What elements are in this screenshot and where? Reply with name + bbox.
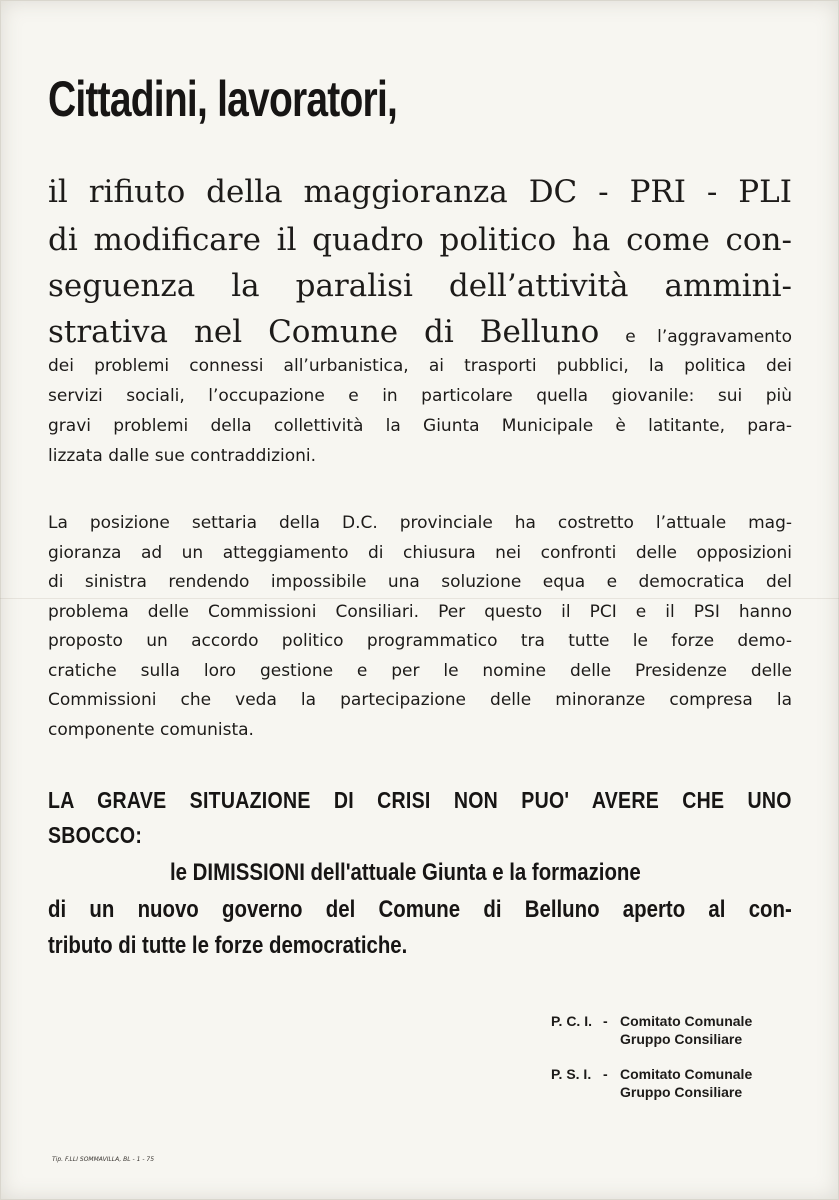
headline: Cittadini, lavoratori, (48, 71, 398, 127)
paragraph2-line: Commissioni che veda la partecipazione delle minoranze compresa la (48, 690, 792, 710)
paragraph1-line: gravi problemi della collettività la Giunta Municipale è latitante, para- (48, 416, 792, 436)
paragraph2-line: gioranza ad un atteggiamento di chiusura nei confronti delle opposizioni (48, 543, 792, 563)
signature-line: Comitato Comunale (620, 1013, 753, 1029)
crisis-line: LA GRAVE SITUAZIONE DI CRISI NON PUO' AVERE CHE UNO (48, 787, 792, 813)
paragraph2-line: di sinistra rendendo impossibile una soluzione equa e democratica del (48, 572, 792, 592)
signature-line: Gruppo Consiliare (620, 1031, 743, 1047)
conclusion-line: le DIMISSIONI dell'attuale Giunta e la formazione (170, 859, 641, 886)
paragraph2-line: La posizione settaria della D.C. provinciale ha costretto l’attuale mag- (48, 513, 792, 533)
printer-credit: Tip. F.LLI SOMMAVILLA, BL - 1 - 75 (52, 1156, 155, 1163)
signature-dash: - (603, 1013, 608, 1029)
paragraph1-line: lizzata dalle sue contraddizioni. (48, 446, 317, 466)
signature-line: Comitato Comunale (620, 1066, 753, 1082)
signature-party-pci: P. C. I. (551, 1013, 592, 1029)
signature-dash: - (603, 1066, 608, 1082)
intro-line: di modificare il quadro politico ha come con- (48, 222, 792, 258)
intro-line: strativa nel Comune di Belluno (48, 314, 600, 350)
paragraph2-line: problema delle Commissioni Consiliari. Per questo il PCI e il PSI hanno (48, 602, 792, 622)
paragraph1-line: servizi sociali, l’occupazione e in particolare quella giovanile: sui più (48, 386, 792, 406)
intro-tail: e l’aggravamento (625, 327, 792, 347)
intro-line: seguenza la paralisi dell’attività ammini- (48, 268, 792, 304)
paragraph2-line: cratiche sulla loro gestione e per le nomine delle Presidenze delle (48, 661, 792, 681)
paragraph2-line: proposto un accordo politico programmatico tra tutte le forze demo- (48, 631, 792, 651)
paragraph2-line: componente comunista. (48, 720, 254, 740)
intro-line: il rifiuto della maggioranza DC - PRI - PLI (48, 174, 792, 210)
signature-party-psi: P. S. I. (551, 1066, 592, 1082)
paragraph1-line: dei problemi connessi all’urbanistica, ai trasporti pubblici, la politica dei (48, 356, 792, 376)
conclusion-line: tributo di tutte le forze democratiche. (48, 932, 408, 959)
conclusion-line: di un nuovo governo del Comune di Belluno aperto al con- (48, 896, 792, 923)
signature-line: Gruppo Consiliare (620, 1084, 743, 1100)
crisis-line: SBOCCO: (48, 822, 143, 848)
